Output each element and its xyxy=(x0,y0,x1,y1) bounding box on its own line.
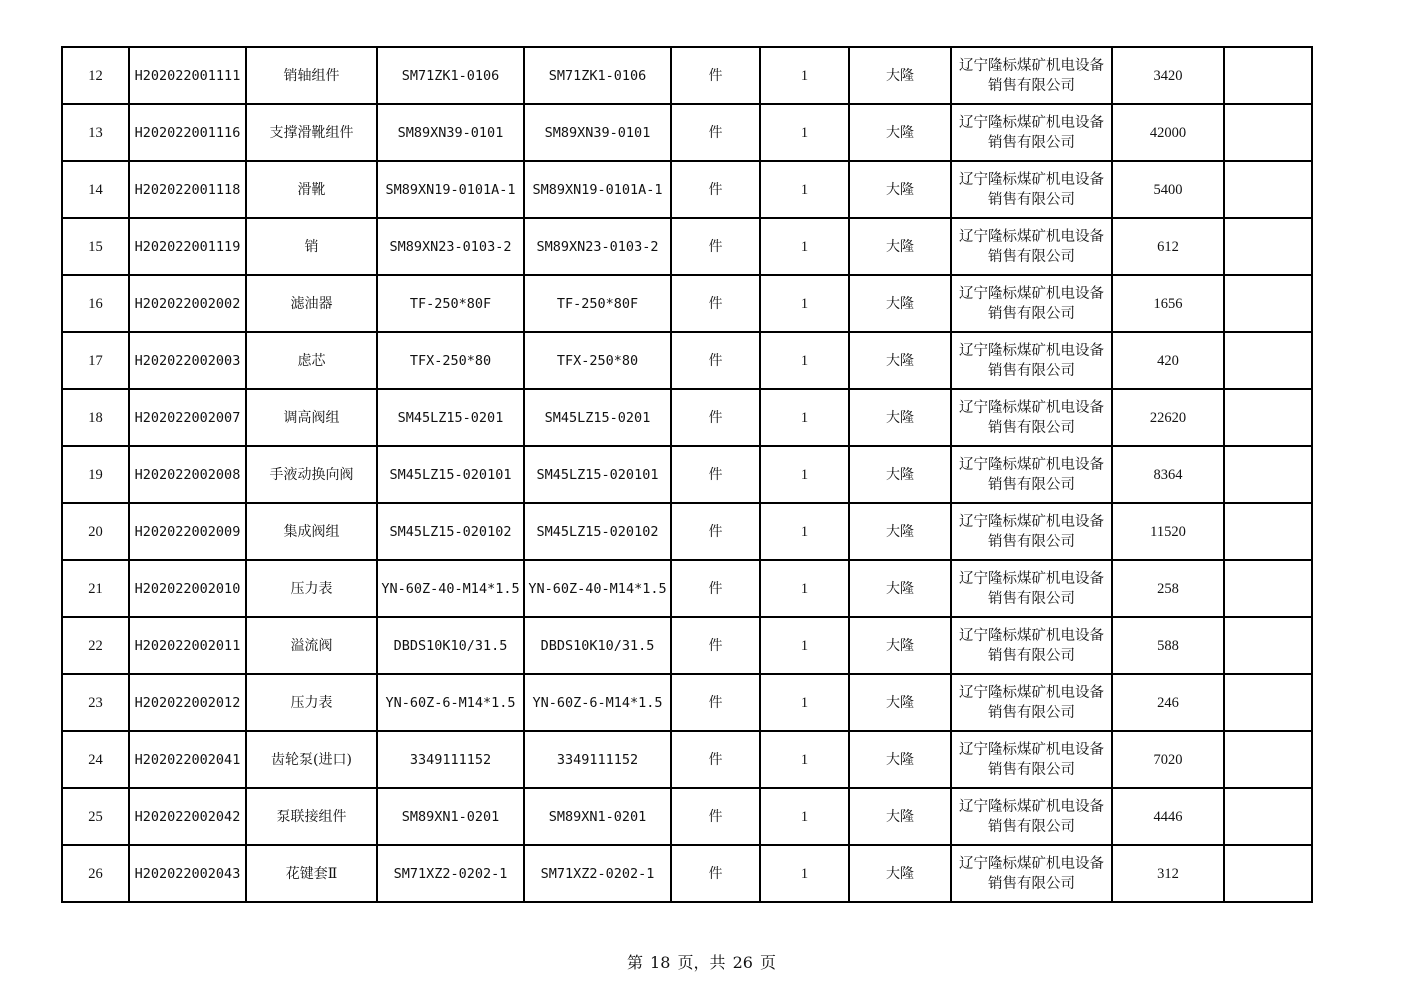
note-cell xyxy=(1224,617,1312,674)
amount-cell: 11520 xyxy=(1112,503,1224,560)
material-name-cell: 滤油器 xyxy=(246,275,377,332)
material-code-cell: H202022002011 xyxy=(129,617,246,674)
spec-cell: SM45LZ15-020101 xyxy=(377,446,524,503)
seq-cell: 17 xyxy=(62,332,129,389)
page-footer: 第 18 页，共 26 页 xyxy=(626,953,777,972)
unit-cell: 件 xyxy=(671,275,760,332)
seq-cell: 24 xyxy=(62,731,129,788)
supplier-cell: 辽宁隆标煤矿机电设备销售有限公司 xyxy=(951,389,1112,446)
manufacturer-cell: 大隆 xyxy=(849,731,951,788)
note-cell xyxy=(1224,674,1312,731)
material-name-cell: 溢流阀 xyxy=(246,617,377,674)
amount-cell: 4446 xyxy=(1112,788,1224,845)
supplier-cell: 辽宁隆标煤矿机电设备销售有限公司 xyxy=(951,161,1112,218)
seq-cell: 23 xyxy=(62,674,129,731)
supplier-cell: 辽宁隆标煤矿机电设备销售有限公司 xyxy=(951,674,1112,731)
manufacturer-cell: 大隆 xyxy=(849,446,951,503)
spec-cell: SM45LZ15-020102 xyxy=(377,503,524,560)
manufacturer-cell: 大隆 xyxy=(849,161,951,218)
material-name-cell: 齿轮泵(进口) xyxy=(246,731,377,788)
material-code-cell: H202022002007 xyxy=(129,389,246,446)
spec-cell: SM89XN19-0101A-1 xyxy=(377,161,524,218)
spec-cell: SM45LZ15-0201 xyxy=(377,389,524,446)
spec-cell: TF-250*80F xyxy=(377,275,524,332)
spec-cell: SM71ZK1-0106 xyxy=(377,47,524,104)
amount-cell: 246 xyxy=(1112,674,1224,731)
supplier-cell: 辽宁隆标煤矿机电设备销售有限公司 xyxy=(951,47,1112,104)
seq-cell: 25 xyxy=(62,788,129,845)
material-code-cell: H202022002003 xyxy=(129,332,246,389)
table-row xyxy=(62,845,1312,902)
manufacturer-cell: 大隆 xyxy=(849,47,951,104)
unit-cell: 件 xyxy=(671,446,760,503)
spec-cell: SM89XN39-0101 xyxy=(377,104,524,161)
note-cell xyxy=(1224,104,1312,161)
table-row xyxy=(62,788,1312,845)
model-cell: YN-60Z-6-M14*1.5 xyxy=(524,674,671,731)
seq-cell: 13 xyxy=(62,104,129,161)
unit-cell: 件 xyxy=(671,218,760,275)
unit-cell: 件 xyxy=(671,845,760,902)
material-code-cell: H202022001118 xyxy=(129,161,246,218)
spec-cell: YN-60Z-40-M14*1.5 xyxy=(377,560,524,617)
supplier-cell: 辽宁隆标煤矿机电设备销售有限公司 xyxy=(951,845,1112,902)
manufacturer-cell: 大隆 xyxy=(849,332,951,389)
note-cell xyxy=(1224,845,1312,902)
material-code-cell: H202022002008 xyxy=(129,446,246,503)
model-cell: 3349111152 xyxy=(524,731,671,788)
seq-cell: 14 xyxy=(62,161,129,218)
model-cell: SM45LZ15-0201 xyxy=(524,389,671,446)
material-code-cell: H202022001116 xyxy=(129,104,246,161)
supplier-cell: 辽宁隆标煤矿机电设备销售有限公司 xyxy=(951,104,1112,161)
quantity-cell: 1 xyxy=(760,161,849,218)
material-name-cell: 支撑滑靴组件 xyxy=(246,104,377,161)
unit-cell: 件 xyxy=(671,47,760,104)
seq-cell: 15 xyxy=(62,218,129,275)
material-code-cell: H202022002010 xyxy=(129,560,246,617)
unit-cell: 件 xyxy=(671,560,760,617)
model-cell: SM45LZ15-020101 xyxy=(524,446,671,503)
supplier-cell: 辽宁隆标煤矿机电设备销售有限公司 xyxy=(951,503,1112,560)
model-cell: SM71ZK1-0106 xyxy=(524,47,671,104)
spec-cell: SM89XN1-0201 xyxy=(377,788,524,845)
model-cell: YN-60Z-40-M14*1.5 xyxy=(524,560,671,617)
amount-cell: 1656 xyxy=(1112,275,1224,332)
table-row xyxy=(62,446,1312,503)
amount-cell: 22620 xyxy=(1112,389,1224,446)
table-row xyxy=(62,674,1312,731)
seq-cell: 19 xyxy=(62,446,129,503)
material-name-cell: 调高阀组 xyxy=(246,389,377,446)
quantity-cell: 1 xyxy=(760,503,849,560)
unit-cell: 件 xyxy=(671,161,760,218)
table-row xyxy=(62,617,1312,674)
quantity-cell: 1 xyxy=(760,788,849,845)
material-name-cell: 压力表 xyxy=(246,674,377,731)
amount-cell: 42000 xyxy=(1112,104,1224,161)
quantity-cell: 1 xyxy=(760,560,849,617)
table-body xyxy=(62,47,1312,902)
amount-cell: 7020 xyxy=(1112,731,1224,788)
spec-cell: TFX-250*80 xyxy=(377,332,524,389)
quantity-cell: 1 xyxy=(760,104,849,161)
note-cell xyxy=(1224,332,1312,389)
quantity-cell: 1 xyxy=(760,845,849,902)
material-code-cell: H202022001119 xyxy=(129,218,246,275)
quantity-cell: 1 xyxy=(760,731,849,788)
table-row xyxy=(62,731,1312,788)
note-cell xyxy=(1224,788,1312,845)
quantity-cell: 1 xyxy=(760,47,849,104)
table-row xyxy=(62,104,1312,161)
supplier-cell: 辽宁隆标煤矿机电设备销售有限公司 xyxy=(951,788,1112,845)
manufacturer-cell: 大隆 xyxy=(849,845,951,902)
spec-cell: SM89XN23-0103-2 xyxy=(377,218,524,275)
supplier-cell: 辽宁隆标煤矿机电设备销售有限公司 xyxy=(951,617,1112,674)
manufacturer-cell: 大隆 xyxy=(849,560,951,617)
unit-cell: 件 xyxy=(671,674,760,731)
note-cell xyxy=(1224,218,1312,275)
supplier-cell: 辽宁隆标煤矿机电设备销售有限公司 xyxy=(951,218,1112,275)
note-cell xyxy=(1224,275,1312,332)
table-row xyxy=(62,161,1312,218)
manufacturer-cell: 大隆 xyxy=(849,104,951,161)
unit-cell: 件 xyxy=(671,503,760,560)
amount-cell: 258 xyxy=(1112,560,1224,617)
note-cell xyxy=(1224,47,1312,104)
quantity-cell: 1 xyxy=(760,389,849,446)
material-code-cell: H202022001111 xyxy=(129,47,246,104)
spec-cell: 3349111152 xyxy=(377,731,524,788)
material-name-cell: 销 xyxy=(246,218,377,275)
supplier-cell: 辽宁隆标煤矿机电设备销售有限公司 xyxy=(951,560,1112,617)
material-name-cell: 销轴组件 xyxy=(246,47,377,104)
seq-cell: 18 xyxy=(62,389,129,446)
seq-cell: 20 xyxy=(62,503,129,560)
seq-cell: 22 xyxy=(62,617,129,674)
unit-cell: 件 xyxy=(671,104,760,161)
supplier-cell: 辽宁隆标煤矿机电设备销售有限公司 xyxy=(951,275,1112,332)
material-code-cell: H202022002043 xyxy=(129,845,246,902)
amount-cell: 312 xyxy=(1112,845,1224,902)
model-cell: SM71XZ2-0202-1 xyxy=(524,845,671,902)
table-row xyxy=(62,275,1312,332)
seq-cell: 16 xyxy=(62,275,129,332)
spec-cell: YN-60Z-6-M14*1.5 xyxy=(377,674,524,731)
quantity-cell: 1 xyxy=(760,275,849,332)
table-row xyxy=(62,218,1312,275)
parts-table xyxy=(61,46,1313,903)
manufacturer-cell: 大隆 xyxy=(849,503,951,560)
model-cell: TFX-250*80 xyxy=(524,332,671,389)
note-cell xyxy=(1224,731,1312,788)
quantity-cell: 1 xyxy=(760,617,849,674)
material-code-cell: H202022002041 xyxy=(129,731,246,788)
model-cell: SM89XN1-0201 xyxy=(524,788,671,845)
material-name-cell: 集成阀组 xyxy=(246,503,377,560)
amount-cell: 8364 xyxy=(1112,446,1224,503)
material-name-cell: 滑靴 xyxy=(246,161,377,218)
table-row xyxy=(62,560,1312,617)
quantity-cell: 1 xyxy=(760,674,849,731)
material-code-cell: H202022002012 xyxy=(129,674,246,731)
spec-cell: DBDS10K10/31.5 xyxy=(377,617,524,674)
seq-cell: 26 xyxy=(62,845,129,902)
seq-cell: 12 xyxy=(62,47,129,104)
unit-cell: 件 xyxy=(671,731,760,788)
amount-cell: 5400 xyxy=(1112,161,1224,218)
note-cell xyxy=(1224,560,1312,617)
note-cell xyxy=(1224,161,1312,218)
manufacturer-cell: 大隆 xyxy=(849,275,951,332)
table-row xyxy=(62,503,1312,560)
model-cell: SM89XN23-0103-2 xyxy=(524,218,671,275)
material-name-cell: 虑芯 xyxy=(246,332,377,389)
model-cell: SM89XN19-0101A-1 xyxy=(524,161,671,218)
amount-cell: 612 xyxy=(1112,218,1224,275)
amount-cell: 588 xyxy=(1112,617,1224,674)
note-cell xyxy=(1224,389,1312,446)
manufacturer-cell: 大隆 xyxy=(849,788,951,845)
model-cell: DBDS10K10/31.5 xyxy=(524,617,671,674)
manufacturer-cell: 大隆 xyxy=(849,617,951,674)
material-name-cell: 花键套Ⅱ xyxy=(246,845,377,902)
manufacturer-cell: 大隆 xyxy=(849,674,951,731)
quantity-cell: 1 xyxy=(760,446,849,503)
note-cell xyxy=(1224,503,1312,560)
table-row xyxy=(62,389,1312,446)
unit-cell: 件 xyxy=(671,617,760,674)
supplier-cell: 辽宁隆标煤矿机电设备销售有限公司 xyxy=(951,332,1112,389)
model-cell: SM89XN39-0101 xyxy=(524,104,671,161)
model-cell: TF-250*80F xyxy=(524,275,671,332)
quantity-cell: 1 xyxy=(760,218,849,275)
manufacturer-cell: 大隆 xyxy=(849,218,951,275)
material-code-cell: H202022002009 xyxy=(129,503,246,560)
supplier-cell: 辽宁隆标煤矿机电设备销售有限公司 xyxy=(951,731,1112,788)
table-row xyxy=(62,47,1312,104)
seq-cell: 21 xyxy=(62,560,129,617)
table-row xyxy=(62,332,1312,389)
material-code-cell: H202022002042 xyxy=(129,788,246,845)
material-code-cell: H202022002002 xyxy=(129,275,246,332)
unit-cell: 件 xyxy=(671,389,760,446)
amount-cell: 3420 xyxy=(1112,47,1224,104)
material-name-cell: 压力表 xyxy=(246,560,377,617)
material-name-cell: 手液动换向阀 xyxy=(246,446,377,503)
model-cell: SM45LZ15-020102 xyxy=(524,503,671,560)
note-cell xyxy=(1224,446,1312,503)
spec-cell: SM71XZ2-0202-1 xyxy=(377,845,524,902)
manufacturer-cell: 大隆 xyxy=(849,389,951,446)
unit-cell: 件 xyxy=(671,788,760,845)
unit-cell: 件 xyxy=(671,332,760,389)
supplier-cell: 辽宁隆标煤矿机电设备销售有限公司 xyxy=(951,446,1112,503)
quantity-cell: 1 xyxy=(760,332,849,389)
material-name-cell: 泵联接组件 xyxy=(246,788,377,845)
amount-cell: 420 xyxy=(1112,332,1224,389)
